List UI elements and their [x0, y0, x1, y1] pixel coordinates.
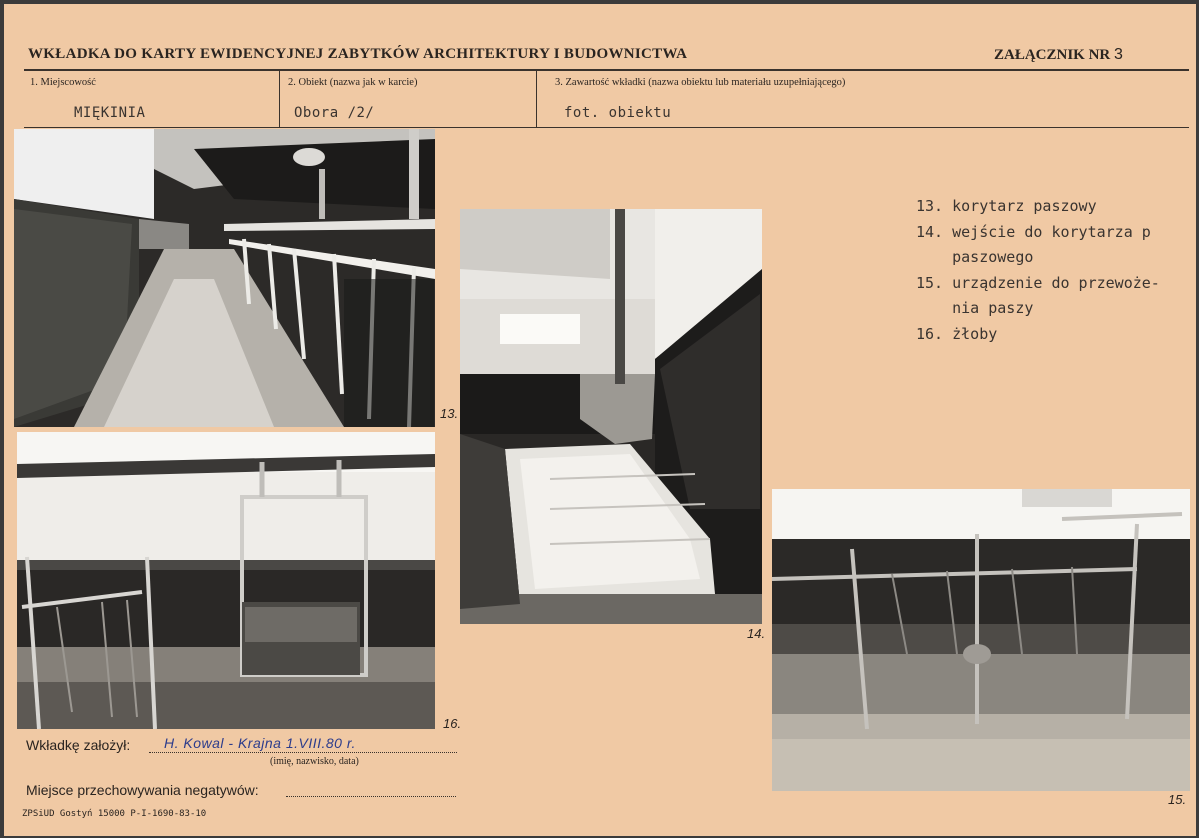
created-by-signature: H. Kowal - Krajna 1.VIII.80 r. [164, 735, 356, 751]
field-value-locality: MIĘKINIA [74, 105, 146, 121]
field-label-locality: 1. Miejscowość [30, 77, 96, 88]
field-value-contents: fot. obiektu [564, 105, 672, 121]
photo-15-troughs [772, 489, 1190, 791]
created-by-label: Wkładkę założył: [26, 737, 131, 753]
photo-15-number: 15. [1168, 792, 1187, 807]
legend-item: paszowego [916, 248, 1034, 266]
printer-imprint: ZPSiUD Gostyń 15000 P-I-1690-83-10 [22, 809, 207, 819]
photo-14-number: 14. [747, 626, 766, 641]
document-title: WKŁADKA DO KARTY EWIDENCYJNEJ ZABYTKÓW ARCHITEKTURY I BUDOWNICTWA [28, 46, 688, 62]
annex-label [994, 46, 1123, 64]
field-label-contents: 3. Zawartość wkładki (nazwa obiektu lub materiału uzupełniającego) [555, 77, 846, 88]
legend-item: 14. wejście do korytarza p [916, 222, 1151, 241]
photo-16-number: 16. [443, 716, 462, 731]
photo-13-number: 13. [440, 406, 459, 421]
photo-13-corridor [14, 129, 435, 427]
annex-label-text: ZAŁĄCZNIK NR [994, 47, 1111, 63]
field-label-object: 2. Obiekt (nazwa jak w karcie) [288, 77, 418, 88]
photo-16-feed-device [17, 432, 435, 729]
photo-legend [916, 194, 1160, 347]
legend-item: 16. żłoby [916, 324, 998, 343]
legend-item: 13. korytarz paszowy [916, 197, 1097, 215]
photo-14-entrance [460, 209, 762, 624]
field-value-object: Obora /2/ [294, 105, 375, 121]
created-by-caption: (imię, nazwisko, data) [270, 756, 359, 767]
negatives-location-label: Miejsce przechowywania negatywów: [26, 782, 259, 798]
field-divider-2 [536, 70, 537, 128]
legend-item: nia paszy [916, 299, 1034, 317]
legend-item: 15. urządzenie do przewoże- [916, 273, 1160, 292]
header-rule-bottom [24, 127, 1189, 128]
field-divider-1 [279, 70, 280, 128]
annex-number: 3 [1114, 46, 1123, 63]
created-by-line [149, 752, 457, 753]
negatives-location-line [286, 796, 456, 797]
record-sheet [4, 4, 1196, 836]
header-rule-top [24, 69, 1189, 71]
